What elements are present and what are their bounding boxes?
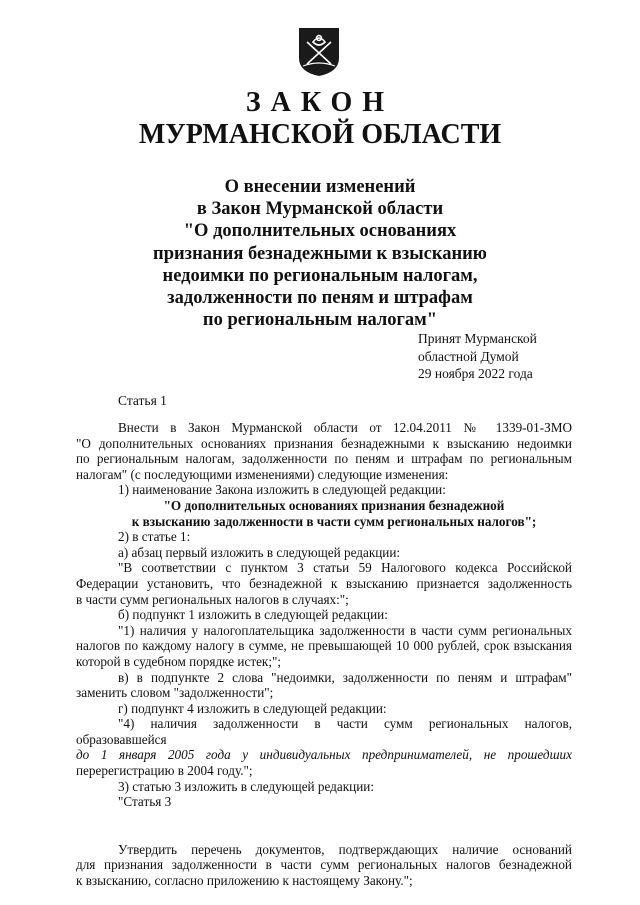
- adoption-line: Принят Мурманской: [418, 331, 537, 346]
- adoption-info: [418, 330, 537, 383]
- new-law-name-line: к взысканию задолженности в части сумм региональных налогов";: [131, 513, 537, 529]
- subject-line: признания безнадежными к взысканию: [153, 243, 487, 264]
- subject-line: О внесении изменений: [224, 177, 416, 197]
- body-line: Внести в Закон Мурманской области от 12.04.2011 № 1339-01-ЗМО: [118, 420, 572, 435]
- body-line: в части сумм региональных налогов в случаях:";: [76, 591, 349, 607]
- body-line: Федерации установить, что безнадежной к взысканию признается задолженность: [76, 575, 572, 591]
- body-line: Утвердить перечень документов, подтверждающих наличие оснований: [118, 841, 572, 857]
- quoted-article-title: "Статья 3: [118, 794, 172, 810]
- adoption-line: областной Думой: [418, 348, 519, 364]
- adoption-date: 29 ноября 2022 года: [418, 366, 533, 381]
- law-subject-heading: [120, 176, 520, 331]
- subject-line: по региональным налогам": [202, 310, 438, 331]
- article-body: [76, 420, 572, 889]
- law-title: ЗАКОН: [245, 87, 395, 118]
- body-line: к взысканию, согласно приложению к настоящему Закону.";: [76, 873, 413, 889]
- paragraph-gap: [76, 810, 572, 842]
- subject-line: недоимки по региональным налогам,: [162, 265, 478, 286]
- subject-line: в Закон Мурманской области: [196, 199, 444, 220]
- body-line: до 1 января 2005 года у индивидуальных предпринимателей, не прошедших: [76, 747, 572, 763]
- new-law-name-line: "О дополнительных основаниях признания безнадежной: [163, 497, 505, 513]
- list-item: г) подпункт 4 изложить в следующей редакции:: [118, 700, 387, 716]
- coat-of-arms-emblem: [297, 26, 341, 78]
- list-item: 1) наименование Закона изложить в следующей редакции:: [118, 482, 446, 498]
- body-line: перерегистрацию в 2004 году.";: [76, 763, 253, 779]
- subject-line: задолженности по пеням и штрафам: [167, 288, 473, 309]
- list-item: б) подпункт 1 изложить в следующей редакции:: [118, 607, 388, 623]
- list-item: 3) статью 3 изложить в следующей редакции:: [118, 778, 374, 794]
- body-line: которой в судебном порядке истек;";: [76, 653, 282, 669]
- body-line: в) в подпункте 2 слова "недоимки, задолженности по пеням и штрафам": [118, 669, 572, 685]
- body-line: "1) наличия у налогоплательщика задолженности в части сумм региональных: [118, 622, 572, 638]
- list-item: а) абзац первый изложить в следующей редакции:: [118, 544, 401, 560]
- body-line: "О дополнительных основаниях признания безнадежными к взысканию недоимки: [76, 435, 572, 451]
- body-line: "В соответствии с пунктом 3 статьи 59 Налогового кодекса Российской: [118, 560, 572, 576]
- body-line: по региональным налогам, задолженности по пеням и штрафам по региональным: [76, 451, 572, 467]
- subject-line: "О дополнительных основаниях: [183, 221, 457, 242]
- body-line: для признания задолженности в части сумм региональных налогов безнадежной: [76, 857, 572, 873]
- list-item: 2) в статье 1:: [118, 529, 191, 545]
- body-line: налогов по каждому налогу в сумме, не превышающей 10 000 рублей, срок взыскания: [76, 638, 572, 654]
- region-title: МУРМАНСКОЙ ОБЛАСТИ: [138, 119, 502, 150]
- article-title: Статья 1: [118, 393, 167, 408]
- body-line: заменить словом "задолженности";: [76, 685, 274, 701]
- body-line: "4) наличия задолженности в части сумм региональных налогов, образовавшейся: [76, 716, 572, 747]
- body-line: налогам" (с последующими изменениями) следующие изменения:: [76, 466, 449, 482]
